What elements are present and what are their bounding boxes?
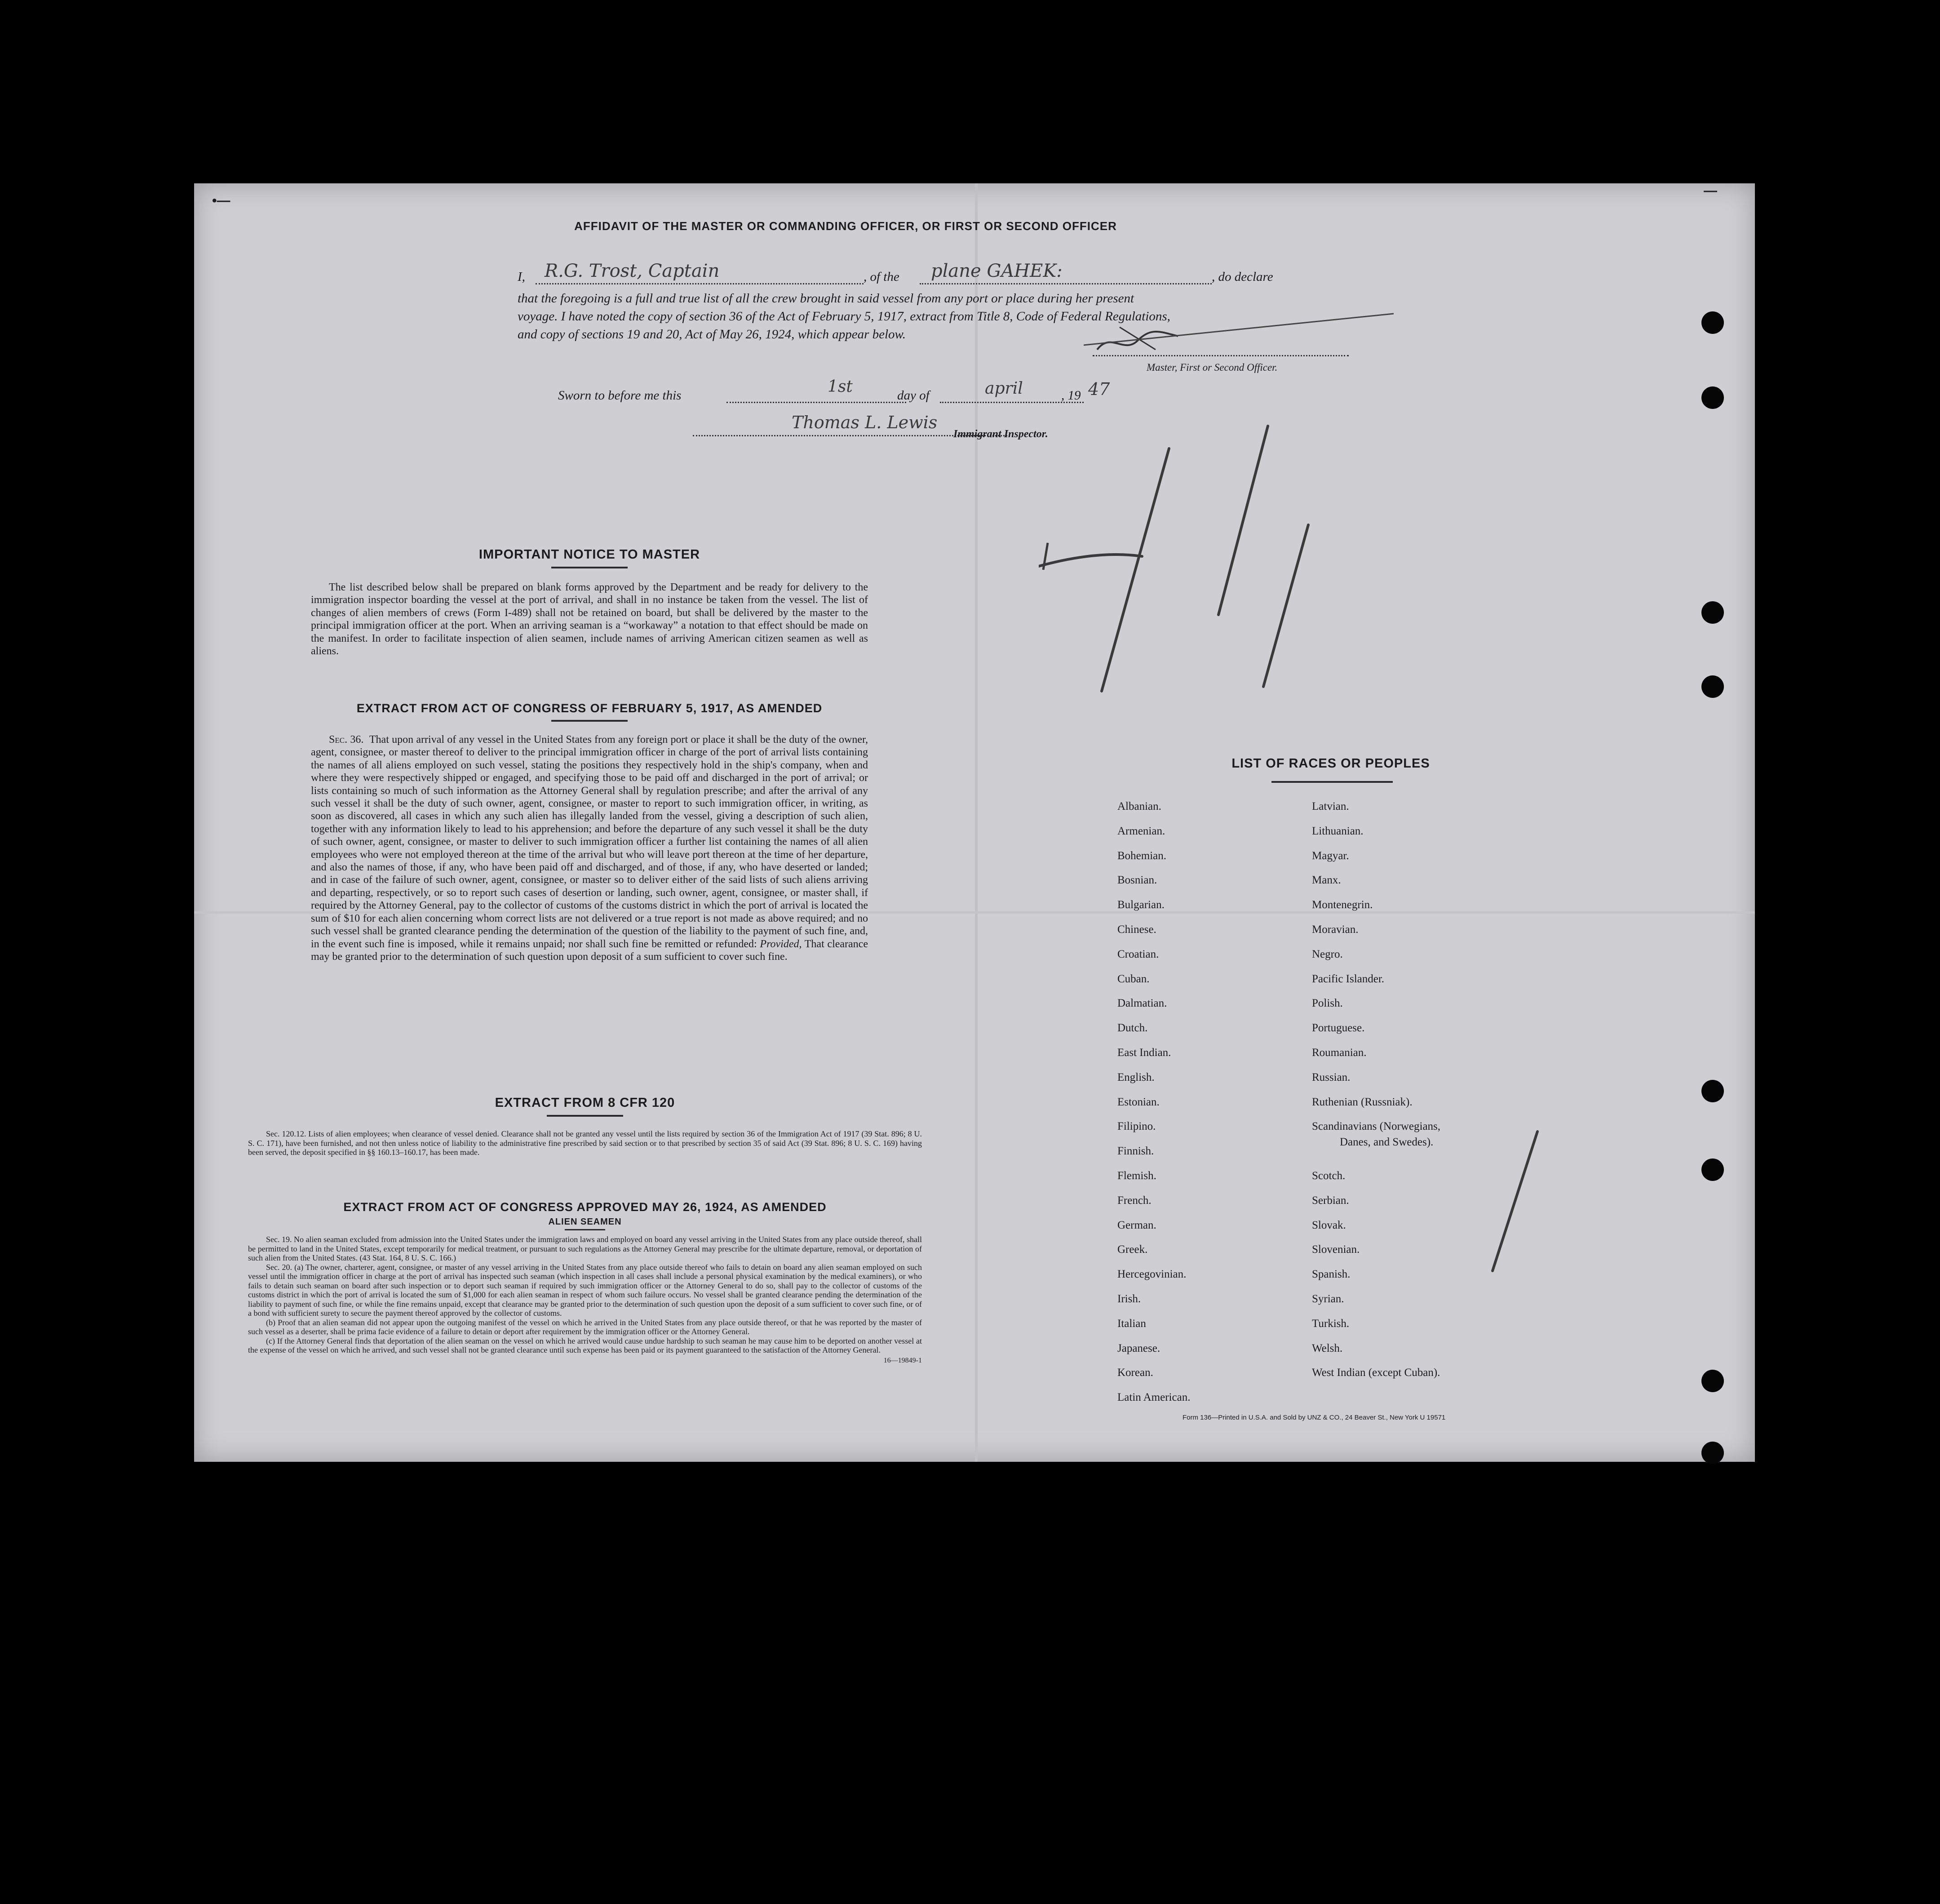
pencil-tally-mark — [1488, 1127, 1542, 1275]
sec-20c-text: (c) If the Attorney General finds that deportation of the alien seaman on the vessel on which he arrived would cause undue hardship to such seaman he may cause him to be deported on another vessel at the expense of the vessel on which he arrived, and such vessel shall not be granted clearance until such expense has been paid or its payment guaranteed to the satisfaction of the Attorney General. — [248, 1336, 922, 1354]
sec-36-end: That clearance may be granted prior to the determination of such question upon deposit of a sum sufficient to cover such fine. — [311, 938, 868, 963]
vertical-fold-line — [975, 183, 978, 1462]
notice-title-rule — [551, 567, 628, 568]
affidavit-i-prefix: I, — [518, 270, 525, 284]
pencil-tally-mark — [1039, 422, 1353, 700]
race-item: Manx. — [1312, 874, 1341, 887]
race-item: Latvian. — [1312, 800, 1349, 812]
race-item: East Indian. — [1117, 1047, 1171, 1059]
extract-1924-section — [239, 1200, 931, 1365]
race-item: Portuguese. — [1312, 1022, 1365, 1034]
race-item: Slovak. — [1312, 1219, 1346, 1231]
punch-hole — [1701, 1442, 1724, 1464]
month-handwritten: april — [985, 379, 1023, 398]
form-number: 16—19849-1 — [883, 1356, 922, 1364]
extract-1917-body — [311, 733, 868, 963]
race-item: Lithuanian. — [1312, 825, 1364, 837]
punch-hole — [1701, 311, 1724, 334]
race-item: Latin American. — [1117, 1391, 1191, 1404]
race-item: Hercegovinian. — [1117, 1268, 1187, 1281]
race-item: Dutch. — [1117, 1022, 1148, 1034]
notice-section — [311, 547, 868, 657]
race-item: Finnish. — [1117, 1145, 1154, 1158]
race-item: French. — [1117, 1194, 1152, 1207]
races-title: LIST OF RACES OR PEOPLES — [1231, 756, 1430, 771]
affidavit-title: AFFIDAVIT OF THE MASTER OR COMMANDING OFFICER, OR FIRST OR SECOND OFFICER — [574, 219, 1117, 233]
punch-hole — [1701, 386, 1724, 409]
vessel-blank — [920, 283, 1212, 284]
cfr-title: EXTRACT FROM 8 CFR 120 — [495, 1096, 675, 1110]
race-item: Bohemian. — [1117, 849, 1167, 862]
race-item: Scotch. — [1312, 1170, 1346, 1182]
notice-title: IMPORTANT NOTICE TO MASTER — [478, 547, 700, 562]
race-item: Montenegrin. — [1312, 899, 1373, 911]
race-item: Irish. — [1117, 1293, 1141, 1305]
cfr-rule — [547, 1115, 623, 1117]
day-blank — [726, 402, 906, 403]
race-item: Croatian. — [1117, 948, 1159, 960]
notice-body — [311, 581, 868, 657]
punch-hole — [1701, 675, 1724, 698]
master-name-handwritten: R.G. Trost, Captain — [545, 261, 720, 281]
race-item: Dalmatian. — [1117, 997, 1167, 1010]
inspector-caption: Immigrant Inspector. — [953, 428, 1048, 440]
race-item: Albanian. — [1117, 800, 1161, 812]
race-item: Filipino. — [1117, 1120, 1156, 1133]
race-item: Roumanian. — [1312, 1047, 1367, 1059]
master-signature-line — [1093, 355, 1349, 356]
punch-hole — [1701, 1080, 1724, 1102]
race-item: Russian. — [1312, 1071, 1351, 1083]
sec-36-label: Sec. 36. — [329, 734, 364, 746]
race-item: Pacific Islander. — [1312, 972, 1385, 985]
day-of-label: day of — [897, 388, 930, 403]
master-caption: Master, First or Second Officer. — [1147, 362, 1278, 373]
race-item: Negro. — [1312, 948, 1343, 960]
cfr-section — [239, 1096, 931, 1157]
affidavit-line-4: and copy of sections 19 and 20, Act of May 26, 1924, which appear below. — [518, 327, 906, 342]
corner-mark-left: •— — [212, 193, 230, 208]
affidavit-of-the: , of the — [864, 270, 899, 284]
race-item: Scandinavians (Norwegians, — [1312, 1120, 1441, 1133]
sec-20a-text: Sec. 20. (a) The owner, charterer, agent, consignee, or master of any vessel arriving in the United States from any place outside thereof who fails to detain on board any alien seaman employed on such vessel until the immigration officer in charge at the port of arrival has inspected such seaman (which inspection in all cases shall include a personal physical examination by the medical examiners), or who fails to detain such seaman on board after such inspection or to deport such seaman if required by such immigration officer or the Attorney General to do so, shall pay to the collector of customs of the customs district in which the port of arrival is located the sum of $1,000 for each alien seaman in respect of whom such failure occurs. No vessel shall be granted clearance pending the determination of the liability to payment of such fine, or while the fine remains unpaid, except that clearance may be granted prior to the determination of such question upon the deposit of a sum sufficient to cover such fine, or of a bond with sufficient surety to secure the payment thereof approved by the collector of customs. — [248, 1262, 922, 1318]
extract-1924-subtitle: ALIEN SEAMEN — [548, 1217, 622, 1227]
extract-1917-title: EXTRACT FROM ACT OF CONGRESS OF FEBRUARY 5, 1917, AS AMENDED — [356, 701, 823, 715]
race-item: Slovenian. — [1312, 1243, 1360, 1256]
race-item: Bosnian. — [1117, 874, 1157, 887]
vessel-name-handwritten: plane GAHEK: — [931, 261, 1063, 281]
name-blank — [536, 283, 864, 284]
year-printed: , 19 — [1061, 388, 1081, 403]
notice-body-text: The list described below shall be prepared on blank forms approved by the Department and be ready for delivery to the immigration inspector boarding the vessel at the port of arrival, and shall in no instance be taken from the vessel. The list of changes of alien members of crews (Form I-489) shall not be retained on board, but shall be delivered by the master to the principal immigration officer at the port. When an arriving seaman is a “workaway” a notation to that effect should be made on the manifest. In order to facilitate inspection of alien seamen, include names of arriving American citizen seamen as well as aliens. — [311, 581, 868, 657]
punch-hole — [1701, 601, 1724, 624]
race-item: Cuban. — [1117, 972, 1150, 985]
race-item: Greek. — [1117, 1243, 1148, 1256]
affidavit-line-3: voyage. I have noted the copy of section 36 of the Act of February 5, 1917, extract from Title 8, Code of Federal Regulations, — [518, 309, 1170, 324]
race-item: Moravian. — [1312, 923, 1359, 936]
race-item: Magyar. — [1312, 849, 1349, 862]
provided-label: Provided, — [760, 938, 802, 950]
race-item: West Indian (except Cuban). — [1312, 1367, 1440, 1379]
race-item: Ruthenian (Russniak). — [1312, 1096, 1413, 1108]
race-item: Serbian. — [1312, 1194, 1349, 1207]
signature-flourish — [1084, 309, 1398, 350]
race-item: Bulgarian. — [1117, 899, 1165, 911]
punch-hole — [1701, 1158, 1724, 1181]
extract-1924-title: EXTRACT FROM ACT OF CONGRESS APPROVED MAY 26, 1924, AS AMENDED — [343, 1200, 827, 1214]
extract-1924-body — [239, 1235, 931, 1355]
race-item: Spanish. — [1312, 1268, 1351, 1281]
sworn-prefix: Sworn to before me this — [558, 388, 682, 403]
affidavit-line-2: that the foregoing is a full and true list of all the crew brought in said vessel from any port or place during her present — [518, 291, 1134, 306]
race-item: Chinese. — [1117, 923, 1156, 936]
race-item: Estonian. — [1117, 1096, 1160, 1108]
race-item: Flemish. — [1117, 1170, 1156, 1182]
sec-19-text: Sec. 19. No alien seaman excluded from admission into the United States under the immigration laws and employed on board any vessel arriving in the United States from any place outside thereof, shall be permitted to land in the United States, except temporarily for medical treatment, or pursuant to such regulations as the Attorney General may prescribe for the ultimate departure, removal, or deportation of such alien from the United States. (43 Stat. 164, 8 U. S. C. 166.) — [248, 1235, 922, 1262]
printer-line: Form 136—Printed in U.S.A. and Sold by UNZ & CO., 24 Beaver St., New York U 19571 — [1183, 1414, 1446, 1421]
document-page — [194, 183, 1755, 1462]
race-item: Polish. — [1312, 997, 1343, 1010]
race-item: English. — [1117, 1071, 1155, 1083]
extract-1917-rule — [551, 720, 628, 722]
inspector-signature: Thomas L. Lewis — [792, 413, 938, 432]
race-item: Syrian. — [1312, 1293, 1344, 1305]
year-handwritten: 47 — [1088, 379, 1110, 399]
races-title-rule — [1271, 781, 1393, 783]
extract-1924-rule — [565, 1229, 605, 1230]
race-item: Italian — [1117, 1317, 1146, 1330]
race-item-continuation: Danes, and Swedes). — [1340, 1136, 1434, 1148]
race-item: German. — [1117, 1219, 1156, 1231]
corner-mark-right: — — [1704, 183, 1717, 198]
race-item: Armenian. — [1117, 825, 1165, 837]
race-item: Japanese. — [1117, 1342, 1160, 1354]
race-item: Welsh. — [1312, 1342, 1343, 1354]
cfr-text: Sec. 120.12. Lists of alien employees; when clearance of vessel denied. Clearance shall not be granted any vessel until the lists required by section 36 of the Immigration Act of 1917 (39 Stat. 896; 8 U. S. C. 171), have been furnished, and not then unless notice of liability to the administrative fine prescribed by said section or to that prescribed by section 35 of said Act (39 Stat. 896; 8 U. S. C. 169) having been served, the deposit specified in §§ 160.13–160.17, has been made. — [248, 1129, 922, 1157]
sec-20b-text: (b) Proof that an alien seaman did not appear upon the outgoing manifest of the vessel on which he arrived in the United States from any place outside thereof, or that he was reported by the master of such vessel as a deserter, shall be prima facie evidence of a failure to detain or deport after requirement by the immigration officer or the Attorney General. — [248, 1318, 922, 1336]
affidavit-do-declare: , do declare — [1212, 270, 1273, 284]
day-handwritten: 1st — [828, 377, 853, 396]
punch-hole — [1701, 1370, 1724, 1392]
race-item: Turkish. — [1312, 1317, 1350, 1330]
extract-1917-section — [311, 701, 868, 963]
cfr-body — [239, 1129, 931, 1157]
race-item: Korean. — [1117, 1367, 1153, 1379]
sec-36-text: That upon arrival of any vessel in the United States from any foreign port or place it shall be the duty of the owner, agent, consignee, or master thereof to deliver to the principal immigration officer in charge of the port of arrival lists containing the names of all aliens employed on such vessel, stating the positions they respectively hold in the ship's company, when and where they were respectively shipped or engaged, and specifying those to be paid off and discharged in the port of arrival; or lists containing so much of such information as the Attorney General shall by regulation prescribe; and after the arrival of any such vessel it shall be the duty of such owner, agent, consignee, or master to report to such immigration officer, in writing, as soon as discovered, all cases in which any such alien has illegally landed from the vessel, giving a description of such alien, together with any information likely to lead to his apprehension; and before the departure of any such vessel it shall be the duty of such owner, agent, consignee, or master to deliver to such immigration officer a further list containing the names of all alien employees who were not employed thereon at the time of the arrival but who will leave port thereon at the time of her departure, and also the names of those, if any, who have been paid off and discharged, and of those, if any, who have deserted or landed; and in case of the failure of such owner, agent, consignee, or master so to deliver either of the said lists of such aliens arriving and departing, respectively, or so to report such cases of desertion or landing, such owner, agent, consignee, or master shall, if required by the Attorney General, pay to the collector of customs of the customs district in which the port of arrival is located the sum of $10 for each alien concerning whom correct lists are not delivered or a true report is not made as above required; and no such vessel shall be granted clearance pending the determination of the question of the liability to the payment of such fine, and, in the event such fine is imposed, while it remains unpaid; nor shall such fine be remitted or refunded: — [311, 734, 868, 950]
